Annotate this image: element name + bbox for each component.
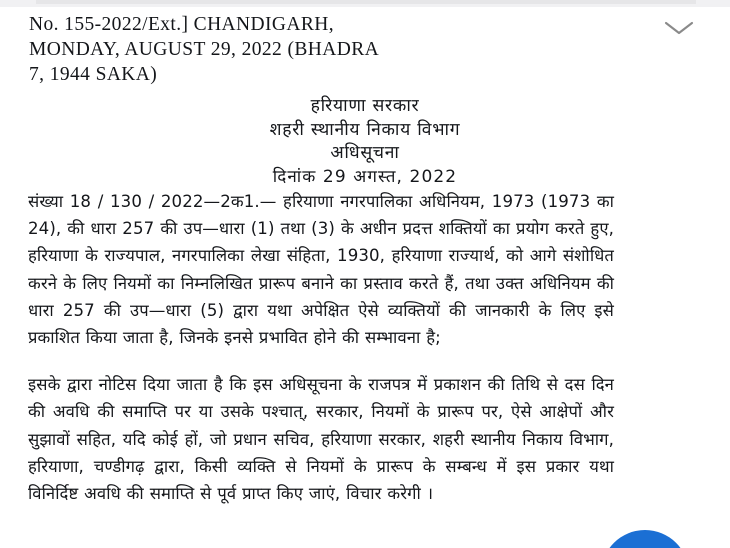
government-name: हरियाणा सरकार xyxy=(310,96,420,116)
paragraph-1: संख्या 18 / 130 / 2022—2क1.— हरियाणा नगरपालिका अधिनियम, 1973 (1973 का 24), की धारा 257 की उप—धारा (1) तथा (3) के अधीन प्रदत्त शक्तियों का प्रयोग करते हुए, हरियाणा के राज्यपाल, नगरपालिका लेखा संहिता, 1930, हरियाणा राज्यार्थ, को आगे संशोधित करने के लिए नियमों का निम्नलिखित प्रारूप बनाने का प्रस्ताव करते हैं, तथा उक्त अधिनियम की धारा 257 की उप—धारा (5) द्वारा यथा अपेक्षित ऐसे व्यक्तियों की जानकारी के लिए इसे प्रकाशित किया जाता है, जिनके इनसे प्रभावित होने की सम्भावना है; xyxy=(28,192,614,348)
department-name: शहरी स्थानीय निकाय विभाग xyxy=(269,119,461,140)
chevron-down-icon xyxy=(664,20,694,36)
viewer-top-bar-edge xyxy=(36,0,696,4)
paragraph-2: इसके द्वारा नोटिस दिया जाता है कि इस अधिसूचना के राजपत्र में प्रकाशन की तिथि से दस दिन की अवधि की समाप्ति पर या उसके पश्चात्, सरकार, नियमों के प्रारूप पर, ऐसे आक्षेपों और सुझावों सहित, यदि कोई हों, जो प्रधान सचिव, हरियाणा सरकार, शहरी स्थानीय निकाय विभाग, हरियाणा, चण्डीगढ़ द्वारा, किसी व्यक्ति से नियमों के प्रारूप के सम्बन्ध में इस प्रकार यथा विनिर्दिष्ट अवधि की समाप्ति से पूर्व प्राप्त किए जाएं, विचार करेगी । xyxy=(28,375,614,504)
gazette-header-line-1: No. 155-2022/Ext.] CHANDIGARH, xyxy=(29,14,335,35)
document-body xyxy=(28,188,614,507)
notification-label: अधिसूचना xyxy=(330,143,400,163)
floating-action-button[interactable] xyxy=(601,530,689,548)
collapse-header-button[interactable] xyxy=(656,13,702,43)
notification-title-block xyxy=(0,95,730,189)
gazette-header-line-3: 7, 1944 SAKA) xyxy=(29,64,158,85)
notification-date: दिनांक 29 अगस्त, 2022 xyxy=(272,166,458,187)
document-page xyxy=(0,7,730,548)
gazette-header-line-2: MONDAY, AUGUST 29, 2022 (BHADRA xyxy=(29,39,380,60)
gazette-header xyxy=(29,12,549,87)
